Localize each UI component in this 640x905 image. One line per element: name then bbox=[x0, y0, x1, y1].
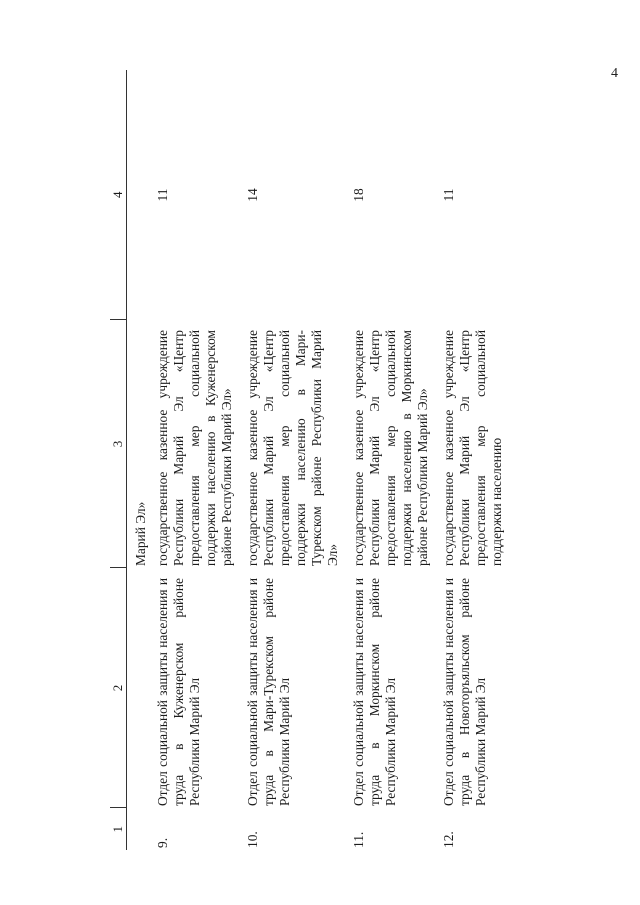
column-header-4: 4 bbox=[110, 70, 127, 320]
institution-cell: государственное казенное учреждение Республики Марий Эл «Центр предоставления мер социальной поддержки населению в Моркинском районе Республики Марий Эл» bbox=[351, 330, 430, 566]
row-number: 11. bbox=[351, 831, 366, 848]
count-cell: 14 bbox=[245, 188, 260, 202]
institution-cell: государственное казенное учреждение Республики Марий Эл «Центр предоставления мер социальной поддержки населению в Куженерском районе Республики Марий Эл» bbox=[155, 330, 234, 566]
table-row bbox=[155, 70, 245, 850]
count-cell: 11 bbox=[441, 188, 456, 202]
institution-cell: государственное казенное учреждение Республики Марий Эл «Центр предоставления мер социальной поддержки населению в Мари-Турекском районе Республики Марий Эл» bbox=[245, 330, 340, 566]
column-number-header bbox=[110, 70, 127, 850]
column-header-3: 3 bbox=[110, 320, 127, 568]
continuation-row bbox=[127, 70, 156, 850]
department-cell: Отдел социальной защиты населения и труда в Мари-Турекском районе Республики Марий Эл bbox=[245, 578, 292, 806]
continuation-text: Марий Эл» bbox=[133, 501, 148, 566]
column-header-1: 1 bbox=[110, 808, 127, 850]
table-row bbox=[351, 70, 441, 850]
row-number: 12. bbox=[441, 831, 456, 848]
row-number: 10. bbox=[245, 831, 260, 848]
department-cell: Отдел социальной защиты населения и труда в Куженерском районе Республики Марий Эл bbox=[155, 578, 202, 806]
column-header-2: 2 bbox=[110, 568, 127, 808]
institution-cell: государственное казенное учреждение Республики Марий Эл «Центр предоставления мер социальной поддержки населению bbox=[441, 330, 504, 566]
page-number: 4 bbox=[611, 66, 618, 81]
department-cell: Отдел социальной защиты населения и труда в Моркинском районе Республики Марий Эл bbox=[351, 578, 398, 806]
count-cell: 11 bbox=[155, 188, 170, 202]
rotated-table-sheet bbox=[110, 70, 580, 850]
institutions-table bbox=[110, 70, 515, 850]
table-row bbox=[441, 70, 515, 850]
row-number: 9. bbox=[155, 837, 170, 848]
count-cell: 18 bbox=[351, 188, 366, 202]
table-row bbox=[245, 70, 351, 850]
department-cell: Отдел социальной защиты населения и труда в Новоторъяльском районе Республики Марий Эл bbox=[441, 578, 488, 806]
